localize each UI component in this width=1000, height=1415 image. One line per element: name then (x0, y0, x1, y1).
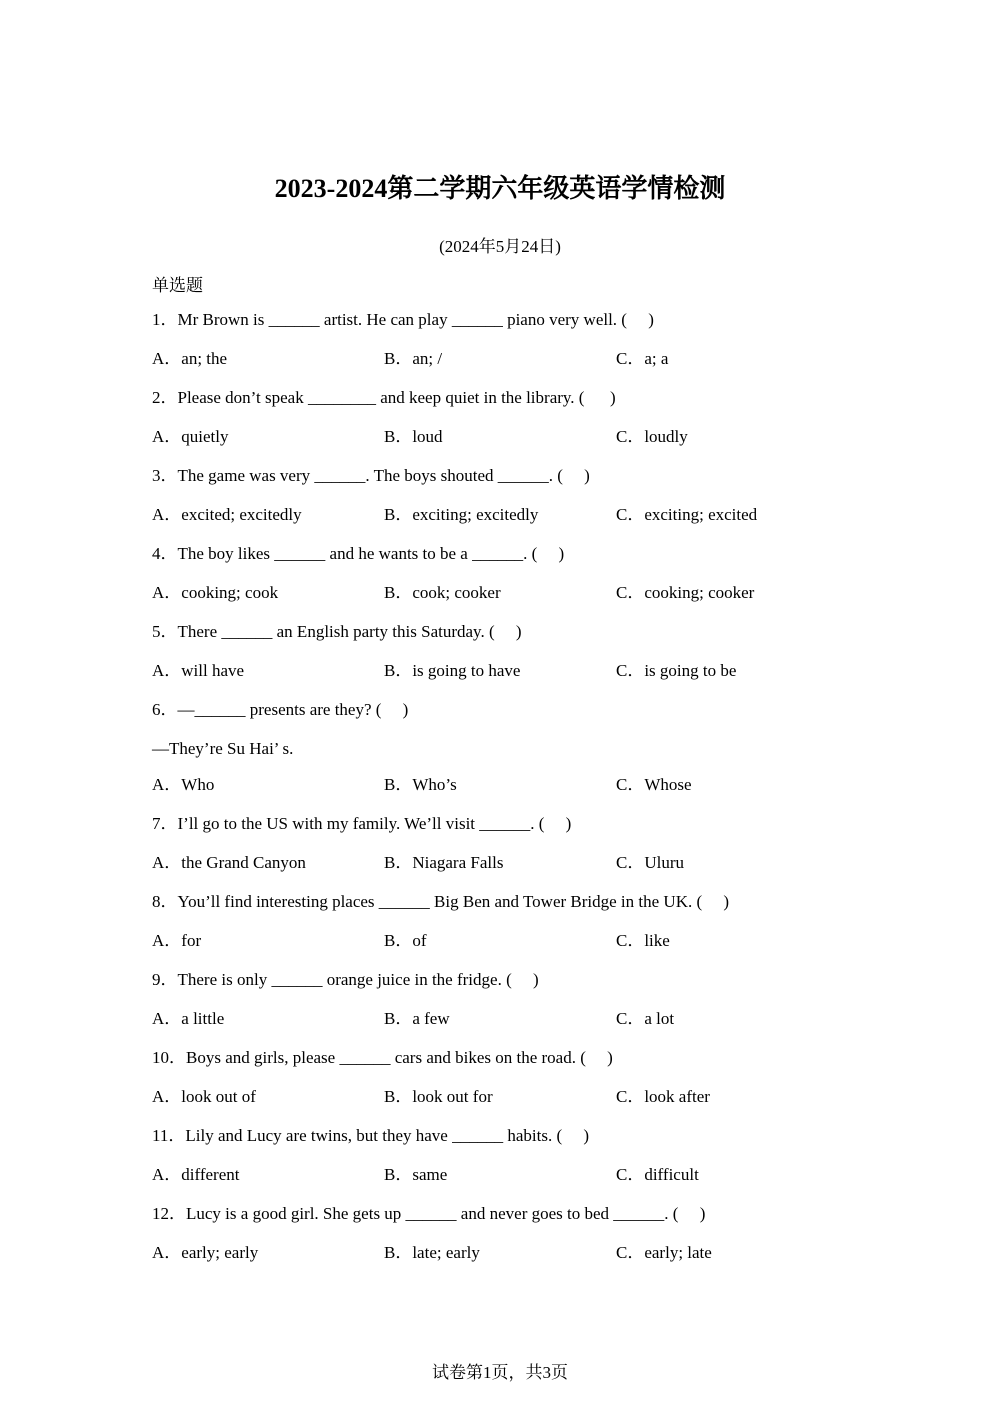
option-b[interactable]: B．an; / (384, 349, 443, 368)
question-item (152, 1048, 852, 1126)
option-b[interactable]: B．cook; cooker (384, 583, 501, 602)
option-b[interactable]: B．a few (384, 1009, 450, 1028)
question-stem: 9．There is only ______ orange juice in the fridge. ( ) (152, 970, 539, 989)
question-stem: 5．There ______ an English party this Saturday. ( ) (152, 622, 522, 641)
option-b[interactable]: B．Niagara Falls (384, 853, 504, 872)
answer-options (152, 1087, 852, 1126)
option-a[interactable]: A．quietly (152, 427, 229, 446)
option-b[interactable]: B．of (384, 931, 427, 950)
exam-date: (2024年5月24日) (439, 237, 561, 256)
answer-options (152, 1243, 852, 1282)
answer-options (152, 931, 852, 970)
question-stem: 4．The boy likes ______ and he wants to be a ______. ( ) (152, 544, 565, 563)
option-a[interactable]: A．the Grand Canyon (152, 853, 306, 872)
question-item (152, 388, 852, 466)
option-a[interactable]: A．a little (152, 1009, 225, 1028)
option-b[interactable]: B．late; early (384, 1243, 480, 1262)
option-a[interactable]: A．cooking; cook (152, 583, 279, 602)
question-stem: 11．Lily and Lucy are twins, but they have ______ habits. ( ) (152, 1126, 590, 1145)
option-c[interactable]: C．difficult (616, 1165, 699, 1184)
question-item (152, 1126, 852, 1204)
question-item (152, 814, 852, 892)
page-footer: 试卷第1页，共3页 (432, 1363, 568, 1382)
exam-title: 2023-2024第二学期六年级英语学情检测 (274, 174, 726, 203)
option-a[interactable]: A．an; the (152, 349, 228, 368)
option-b[interactable]: B．loud (384, 427, 443, 446)
question-item (152, 700, 852, 814)
question-item (152, 544, 852, 622)
option-a[interactable]: A．look out of (152, 1087, 256, 1106)
question-stem: 12．Lucy is a good girl. She gets up ______ and never goes to bed ______. ( ) (152, 1204, 706, 1223)
question-item (152, 622, 852, 700)
answer-options (152, 427, 852, 466)
option-c[interactable]: C．is going to be (616, 661, 737, 680)
answer-options (152, 1165, 852, 1204)
answer-options (152, 1009, 852, 1048)
question-stem: 10．Boys and girls, please ______ cars and bikes on the road. ( ) (152, 1048, 613, 1067)
question-stem: 7．I’ll go to the US with my family. We’ll visit ______. ( ) (152, 814, 572, 833)
option-c[interactable]: C．loudly (616, 427, 688, 446)
question-stem: 6．—______ presents are they? ( ) (152, 700, 409, 719)
answer-options (152, 661, 852, 700)
option-b[interactable]: B．Who’s (384, 775, 457, 794)
option-c[interactable]: C．exciting; excited (616, 505, 758, 524)
option-c[interactable]: C．a; a (616, 349, 669, 368)
question-stem: 2．Please don’t speak ________ and keep quiet in the library. ( ) (152, 388, 616, 407)
question-item (152, 310, 852, 388)
question-stem: 8．You’ll find interesting places ______ Big Ben and Tower Bridge in the UK. ( ) (152, 892, 730, 911)
question-list (152, 310, 852, 1282)
option-c[interactable]: C．like (616, 931, 670, 950)
section-heading: 单选题 (152, 276, 203, 295)
option-b[interactable]: B．exciting; excitedly (384, 505, 539, 524)
option-a[interactable]: A．excited; excitedly (152, 505, 302, 524)
option-a[interactable]: A．will have (152, 661, 245, 680)
question-stem: 3．The game was very ______. The boys shouted ______. ( ) (152, 466, 590, 485)
option-b[interactable]: B．is going to have (384, 661, 521, 680)
answer-options (152, 583, 852, 622)
question-item (152, 970, 852, 1048)
answer-options (152, 775, 852, 814)
question-item (152, 892, 852, 970)
option-a[interactable]: A．different (152, 1165, 240, 1184)
question-stem: 1．Mr Brown is ______ artist. He can play ______ piano very well. ( ) (152, 310, 654, 329)
option-c[interactable]: C．look after (616, 1087, 710, 1106)
question-item (152, 1204, 852, 1282)
option-c[interactable]: C．cooking; cooker (616, 583, 755, 602)
question-item (152, 466, 852, 544)
option-a[interactable]: A．early; early (152, 1243, 259, 1262)
option-b[interactable]: B．look out for (384, 1087, 493, 1106)
option-b[interactable]: B．same (384, 1165, 448, 1184)
option-a[interactable]: A．Who (152, 775, 215, 794)
option-a[interactable]: A．for (152, 931, 202, 950)
option-c[interactable]: C．Uluru (616, 853, 684, 872)
option-c[interactable]: C．Whose (616, 775, 692, 794)
answer-options (152, 853, 852, 892)
answer-options (152, 505, 852, 544)
question-dialogue-line: —They’re Su Hai’ s. (152, 739, 294, 758)
option-c[interactable]: C．early; late (616, 1243, 712, 1262)
option-c[interactable]: C．a lot (616, 1009, 675, 1028)
answer-options (152, 349, 852, 388)
